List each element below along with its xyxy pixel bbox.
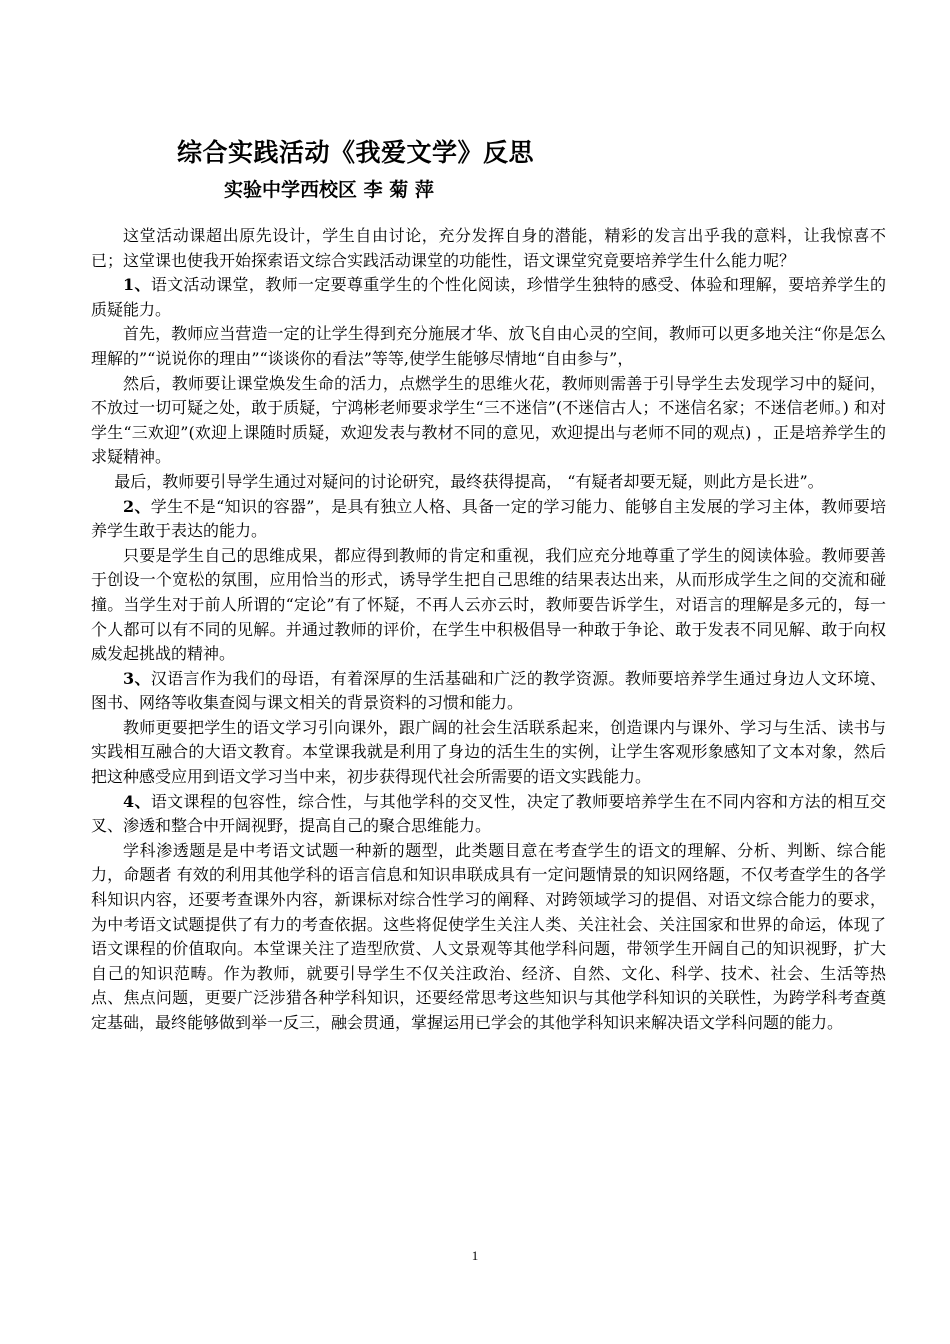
section-text: 语文活动课堂，教师一定要尊重学生的个性化阅读，珍惜学生独特的感受、体验和理解，要培养学生的质疑能力。 (91, 275, 886, 319)
document-subtitle: 实验中学西校区 李 菊 萍 (224, 179, 434, 201)
section-number: 1、 (123, 275, 151, 295)
section-text: 语文课程的包容性，综合性，与其他学科的交叉性，决定了教师要培养学生在不同内容和方法的相互交叉、渗透和整合中开阔视野，提高自己的聚合思维能力。 (91, 791, 886, 836)
paragraph: 教师更要把学生的语文学习引向课外，跟广阔的社会生活联系起来，创造课内与课外、学习与生活、读书与实践相互融合的大语文教育。本堂课我就是利用了身边的活生生的实例，让学生客观形象感知了文本对象，然后把这种感受应用到语文学习当中来，初步获得现代社会所需要的语文实践能力。 (91, 717, 886, 787)
paragraph: 学科渗透题是是中考语文试题一种新的题型，此类题目意在考查学生的语文的理解、分析、判断、综合能力，命题者 有效的利用其他学科的语言信息和知识串联成具有一定问题情景的知识网络题，不仅考查学生的各学科知识内容，还要考查课外内容，新课标对综合性学习的阐释、对跨领域学习的提倡、对语文综合能力的要求，为中考语文试题提供了有力的考查依据。这些将促使学生关注人类、关注社会、关注国家和世界的命运，体现了语文课程的价值取向。本堂课关注了造型欣赏、人文景观等其他学科问题，带领学生开阔自己的知识视野，扩大自己的知识范畴。作为教师，就要引导学生不仅关注政治、经济、自然、文化、科学、技术、社会、生活等热点、焦点问题，更要广泛涉猎各种学科知识，还要经常思考这些知识与其他学科知识的关联性，为跨学科考查奠定基础，最终能够做到举一反三，融会贯通，掌握运用已学会的其他学科知识来解决语文学科问题的能力。 (91, 840, 886, 1032)
paragraph: 最后，教师要引导学生通过对疑问的讨论研究，最终获得提高， “有疑者却要无疑，则此方是长进”。 (114, 471, 824, 491)
section-number: 3、 (123, 668, 151, 688)
section-1-heading (91, 273, 886, 322)
paragraph: 首先，教师应当营造一定的让学生得到充分施展才华、放飞自由心灵的空间，教师可以更多地关注“你是怎么理解的”“说说你的理由”“谈谈你的看法”等等,使学生能够尽情地“自由参与”， (91, 324, 886, 368)
paragraph: 然后，教师要让课堂焕发生命的活力，点燃学生的思维火花，教师则需善于引导学生去发现学习中的疑问，不放过一切可疑之处，敢于质疑，宁鸿彬老师要求学生“三不迷信”(不迷信古人；不迷信名家；不迷信老师。) 和对学生“三欢迎”(欢迎上课随时质疑，欢迎发表与教材不同的意见，欢迎提出与老师不同的观点) ，正是培养学生的求疑精神。 (91, 373, 886, 467)
document-body (91, 224, 886, 1036)
paragraph: 只要是学生自己的思维成果，都应得到教师的肯定和重视，我们应充分地尊重了学生的阅读体验。教师要善于创设一个宽松的氛围，应用恰当的形式，诱导学生把自己思维的结果表达出来，从而形成学生之间的交流和碰撞。当学生对于前人所谓的“定论”有了怀疑，不再人云亦云时，教师要告诉学生，对语言的理解是多元的，每一个人都可以有不同的见解。并通过教师的评价，在学生中积极倡导一种敢于争论、敢于发表不同见解、敢于向权威发起挑战的精神。 (91, 545, 886, 664)
section-text: 汉语言作为我们的母语，有着深厚的生活基础和广泛的教学资源。教师要培养学生通过身边人文环境、图书、网络等收集查阅与课文相关的背景资料的习惯和能力。 (91, 668, 886, 713)
section-text: 学生不是“知识的容器”，是具有独立人格、具备一定的学习能力、能够自主发展的学习主体，教师要培养学生敢于表达的能力。 (91, 496, 886, 541)
section-number: 4、 (123, 791, 151, 811)
document-title: 综合实践活动《我爱文学》反思 (177, 138, 535, 167)
paragraph-intro: 这堂活动课超出原先设计，学生自由讨论，充分发挥自身的潜能，精彩的发言出乎我的意料，让我惊喜不已；这堂课也使我开始探索语文综合实践活动课堂的功能性，语文课堂究竟要培养学生什么能力呢？ (91, 226, 886, 270)
section-3-heading (91, 667, 886, 716)
section-number: 2、 (123, 496, 151, 516)
section-2-heading (91, 495, 886, 544)
page-number: 1 (471, 1248, 479, 1263)
section-4-heading (91, 790, 886, 839)
